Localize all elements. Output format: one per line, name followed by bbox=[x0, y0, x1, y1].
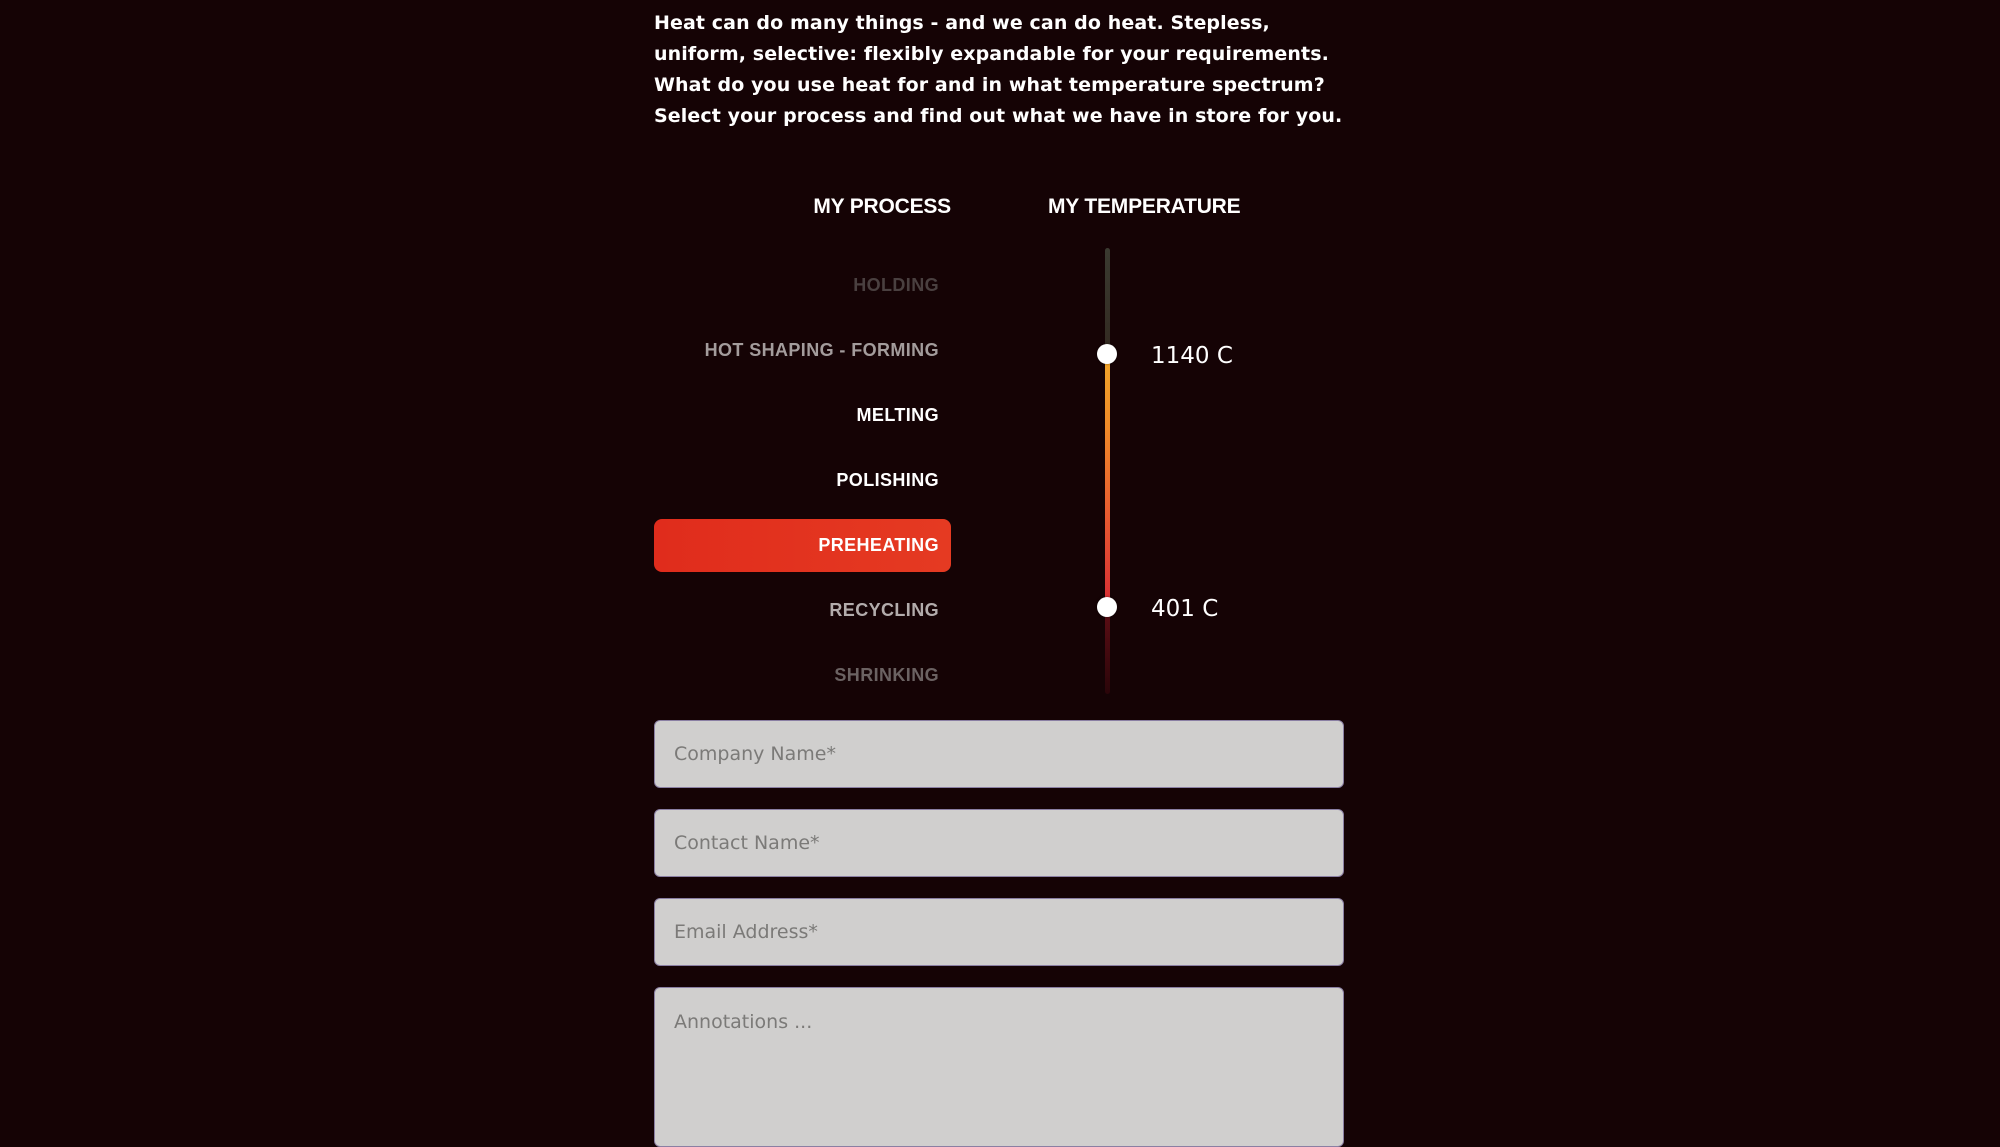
intro-text: Heat can do many things - and we can do heat. Stepless, uniform, selective: flexibly expandable for your requirements. What do you use heat for and in what temperature spectrum? Select your process and find out what we have in store for you. bbox=[654, 12, 1343, 127]
temperature-range-slider[interactable] bbox=[1102, 248, 1112, 694]
email-address-input[interactable] bbox=[654, 898, 1344, 966]
process-option-polishing[interactable]: POLISHING bbox=[836, 470, 939, 490]
process-option-recycling[interactable]: RECYCLING bbox=[829, 600, 939, 620]
process-option-melting[interactable]: MELTING bbox=[856, 405, 939, 425]
max-temperature-value: 1140 C bbox=[1151, 343, 1233, 369]
process-option-preheating[interactable]: PREHEATING bbox=[654, 519, 951, 572]
temperature-track[interactable] bbox=[1105, 248, 1110, 694]
process-heading: MY PROCESS bbox=[813, 195, 951, 218]
min-temperature-handle[interactable] bbox=[1097, 597, 1117, 617]
max-temperature-handle[interactable] bbox=[1097, 344, 1117, 364]
process-option-holding[interactable]: HOLDING bbox=[853, 275, 939, 295]
contact-name-input[interactable] bbox=[654, 809, 1344, 877]
process-list bbox=[654, 259, 951, 714]
process-option-shrinking[interactable]: SHRINKING bbox=[834, 665, 939, 685]
temperature-heading: MY TEMPERATURE bbox=[1048, 195, 1241, 218]
annotations-textarea[interactable] bbox=[654, 987, 1344, 1147]
min-temperature-value: 401 C bbox=[1151, 596, 1219, 622]
process-option-hot-shaping-forming[interactable]: HOT SHAPING - FORMING bbox=[704, 340, 939, 360]
company-name-input[interactable] bbox=[654, 720, 1344, 788]
